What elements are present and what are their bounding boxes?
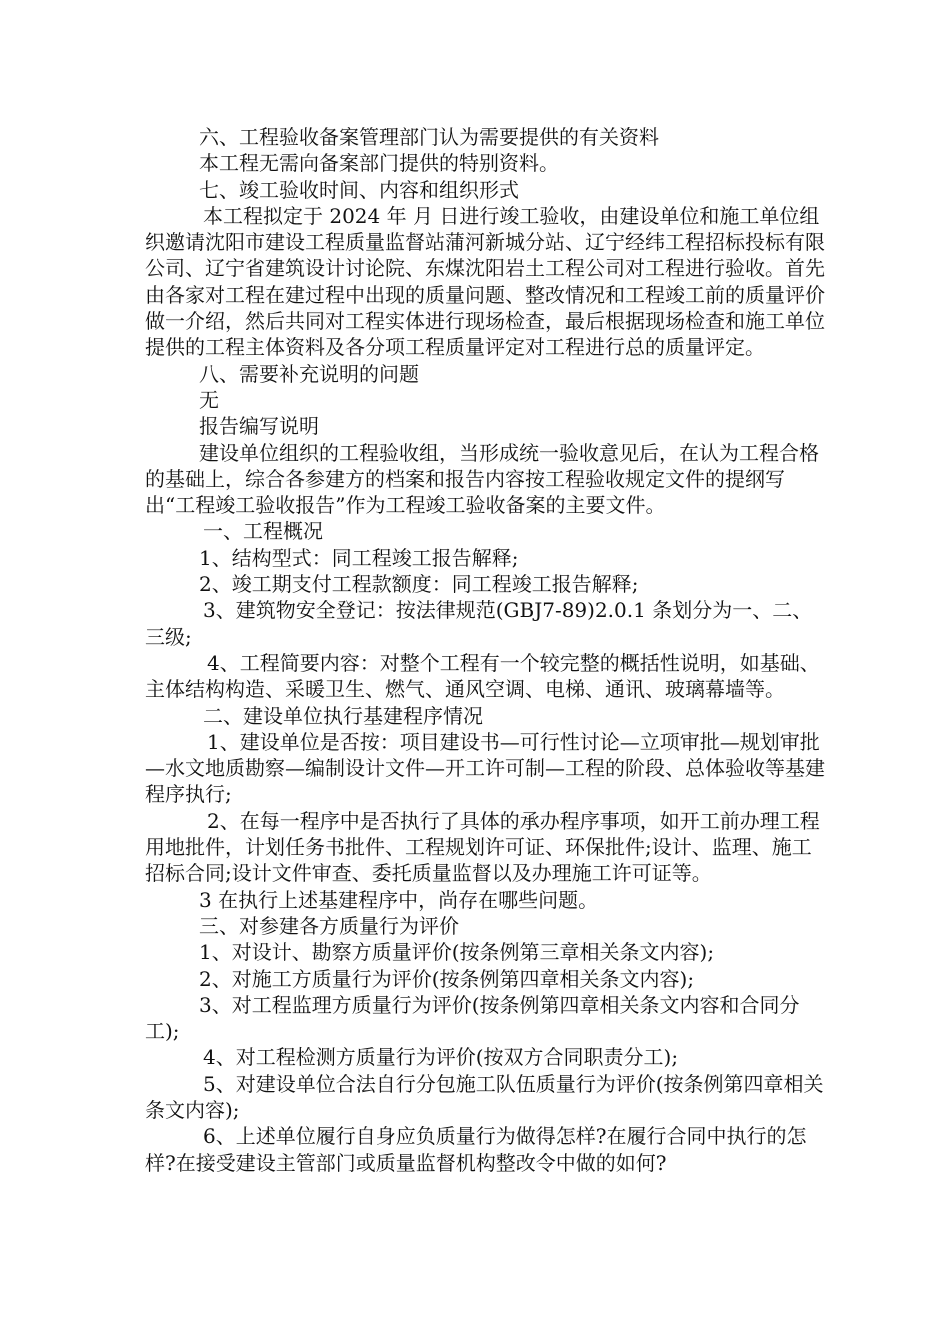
item-overall-performance: 6、上述单位履行自身应负质量行为做得怎样?在履行合同中执行的怎样?在接受建设主管部门或质量监督机构整改令中做的如何? [145, 1124, 807, 1175]
heading-project-overview: 一、工程概况 [203, 519, 323, 544]
paragraph-acceptance-plan: 本工程拟定于 2024 年 月 日进行竣工验收，由建设单位和施工单位组织邀请沈阳市建设工程质量监督站蒲河新城分站、辽宁经纬工程招标投标有限公司、辽宁省建筑设计讨论院、东煤沈阳岩土工程公司对工程进行验收。首先由各家对工程在建过程中出现的质量问题、整改情况和工程竣工前的质量评价做一介绍，然后共同对工程实体进行现场检查，最后根据现场检查和施工单位提供的工程主体资料及各分项工程质量评定对工程进行总的质量评定。 [145, 203, 825, 360]
heading-construction-procedure: 二、建设单位执行基建程序情况 [203, 703, 483, 728]
document-page [145, 124, 825, 1176]
item-procedure-problems: 3 在执行上述基建程序中，尚存在哪些问题。 [199, 887, 599, 912]
item-procedure-details: 2、在每一程序中是否执行了具体的承办程序事项，如开工前办理工程用地批件，计划任务书批件、工程规划许可证、环保批件;设计、监理、施工招标合同;设计文件审查、委托质量监督以及办理施工许可证等。 [145, 808, 820, 886]
item-payment-amount: 2、竣工期支付工程款额度：同工程竣工报告解释; [199, 572, 639, 597]
item-testing-evaluation: 4、对工程检测方质量行为评价(按双方合同职责分工); [203, 1045, 679, 1070]
heading-quality-evaluation: 三、对参建各方质量行为评价 [199, 913, 459, 938]
paragraph-no-special-materials: 本工程无需向备案部门提供的特别资料。 [199, 151, 559, 176]
item-supervision-evaluation: 3、对工程监理方质量行为评价(按条例第四章相关条文内容和合同分工); [145, 992, 800, 1044]
item-safety-grade: 3、建筑物安全登记：按法律规范(GBJ7-89)2.0.1 条划分为一、二、三级; [145, 598, 813, 649]
heading-six: 六、工程验收备案管理部门认为需要提供的有关资料 [199, 125, 659, 149]
paragraph-none: 无 [199, 387, 219, 412]
heading-report-writing: 报告编写说明 [199, 414, 319, 439]
item-structure-type: 1、结构型式：同工程竣工报告解释; [199, 545, 519, 570]
item-design-survey-evaluation: 1、对设计、勘察方质量评价(按条例第三章相关条文内容); [199, 940, 715, 965]
item-procedure-followed: 1、建设单位是否按：项目建设书—可行性讨论—立项审批—规划审批—水文地质勘察—编制设计文件—开工许可制—工程的阶段、总体验收等基建程序执行; [145, 729, 825, 807]
item-contractor-evaluation: 2、对施工方质量行为评价(按条例第四章相关条文内容); [199, 966, 695, 991]
paragraph-report-writing: 建设单位组织的工程验收组，当形成统一验收意见后，在认为工程合格的基础上，综合各参建方的档案和报告内容按工程验收规定文件的提纲写出“工程竣工验收报告”作为工程竣工验收备案的主要文件。 [145, 440, 819, 518]
item-subcontractor-evaluation: 5、对建设单位合法自行分包施工队伍质量行为评价(按条例第四章相关条文内容); [145, 1071, 824, 1122]
heading-eight: 八、需要补充说明的问题 [199, 361, 419, 386]
heading-seven: 七、竣工验收时间、内容和组织形式 [199, 177, 519, 202]
item-project-summary: 4、工程简要内容：对整个工程有一个较完整的概括性说明，如基础、主体结构构造、采暖卫生、燃气、通风空调、电梯、通讯、玻璃幕墙等。 [145, 650, 820, 702]
